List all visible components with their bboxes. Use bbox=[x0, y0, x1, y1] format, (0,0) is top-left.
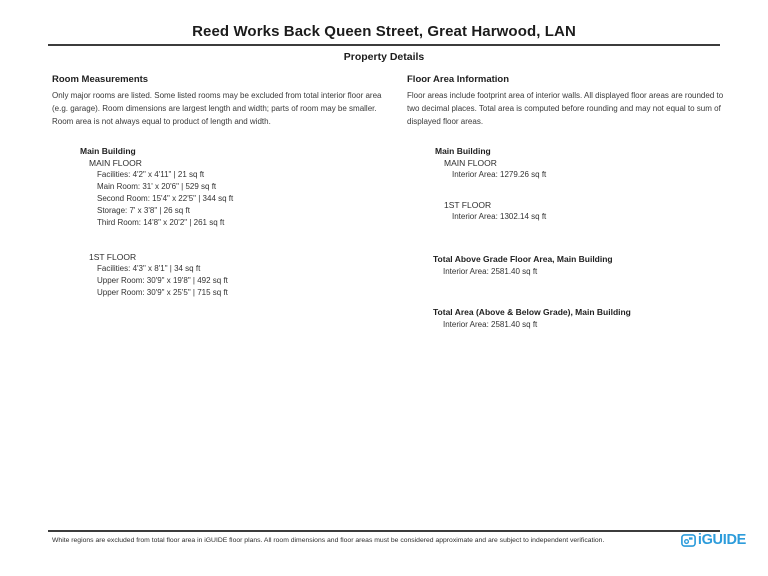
area-block-1st-floor bbox=[407, 199, 729, 223]
floor-area-heading: Floor Area Information bbox=[407, 74, 510, 85]
room-line: Second Room: 15'4" x 22'5" | 344 sq ft bbox=[97, 194, 234, 203]
room-measurements-heading: Room Measurements bbox=[52, 74, 149, 85]
room-measurements-section bbox=[52, 74, 390, 299]
room-line: Upper Room: 30'9" x 25'5" | 715 sq ft bbox=[97, 288, 228, 297]
page-title: Reed Works Back Queen Street, Great Harwood, LAN bbox=[192, 23, 576, 40]
room-line: Storage: 7' x 3'8" | 26 sq ft bbox=[97, 206, 190, 215]
header-divider bbox=[48, 44, 720, 46]
total-value: Interior Area: 2581.40 sq ft bbox=[443, 320, 538, 329]
iguide-camera-badge-icon bbox=[681, 533, 696, 548]
room-line: Main Room: 31' x 20'6" | 529 sq ft bbox=[97, 182, 217, 191]
room-measurements-description: Only major rooms are listed. Some listed rooms may be excluded from total interior floor area (e.g. garage). Room dimensions are largest length and width; parts of room may be smaller. Room area is not always equal to product of length and width. bbox=[52, 91, 382, 126]
iguide-logo-text: iGUIDE bbox=[697, 532, 746, 548]
floor-name: 1ST FLOOR bbox=[89, 252, 137, 262]
total-above-below-grade-block bbox=[407, 306, 729, 331]
floor-area-section bbox=[407, 74, 729, 331]
room-line: Third Room: 14'8" x 20'2" | 261 sq ft bbox=[97, 218, 225, 227]
floor-name: MAIN FLOOR bbox=[444, 158, 497, 168]
building-name: Main Building bbox=[80, 146, 136, 156]
interior-area-line: Interior Area: 1279.26 sq ft bbox=[452, 170, 547, 179]
page-subtitle: Property Details bbox=[343, 51, 425, 63]
floor-block-1st-floor bbox=[52, 251, 390, 299]
interior-area-line: Interior Area: 1302.14 sq ft bbox=[452, 212, 547, 221]
footer-disclaimer: White regions are excluded from total floor area in iGUIDE floor plans. All room dimensions and floor areas must be considered approximate and are subject to independent verification. bbox=[52, 537, 605, 544]
total-heading: Total Above Grade Floor Area, Main Building bbox=[433, 254, 613, 264]
area-block-main-floor bbox=[407, 157, 729, 181]
room-line: Facilities: 4'2" x 4'11" | 21 sq ft bbox=[97, 170, 205, 179]
iguide-logo bbox=[681, 533, 746, 548]
total-heading: Total Area (Above & Below Grade), Main Building bbox=[433, 307, 631, 317]
total-above-grade-block bbox=[407, 253, 729, 278]
building-name: Main Building bbox=[435, 146, 491, 156]
floor-area-description: Floor areas include footprint area of interior walls. All displayed floor areas are rounded to two decimal places. Total area is computed before rounding and may not equal to sum of displayed floor areas. bbox=[407, 91, 724, 126]
footer-divider bbox=[48, 530, 720, 532]
room-line: Upper Room: 30'9" x 19'8" | 492 sq ft bbox=[97, 276, 228, 285]
floor-name: MAIN FLOOR bbox=[89, 158, 142, 168]
room-line: Facilities: 4'3" x 8'1" | 34 sq ft bbox=[97, 264, 201, 273]
total-value: Interior Area: 2581.40 sq ft bbox=[443, 267, 538, 276]
floor-name: 1ST FLOOR bbox=[444, 200, 492, 210]
floor-block-main-floor bbox=[52, 157, 390, 229]
